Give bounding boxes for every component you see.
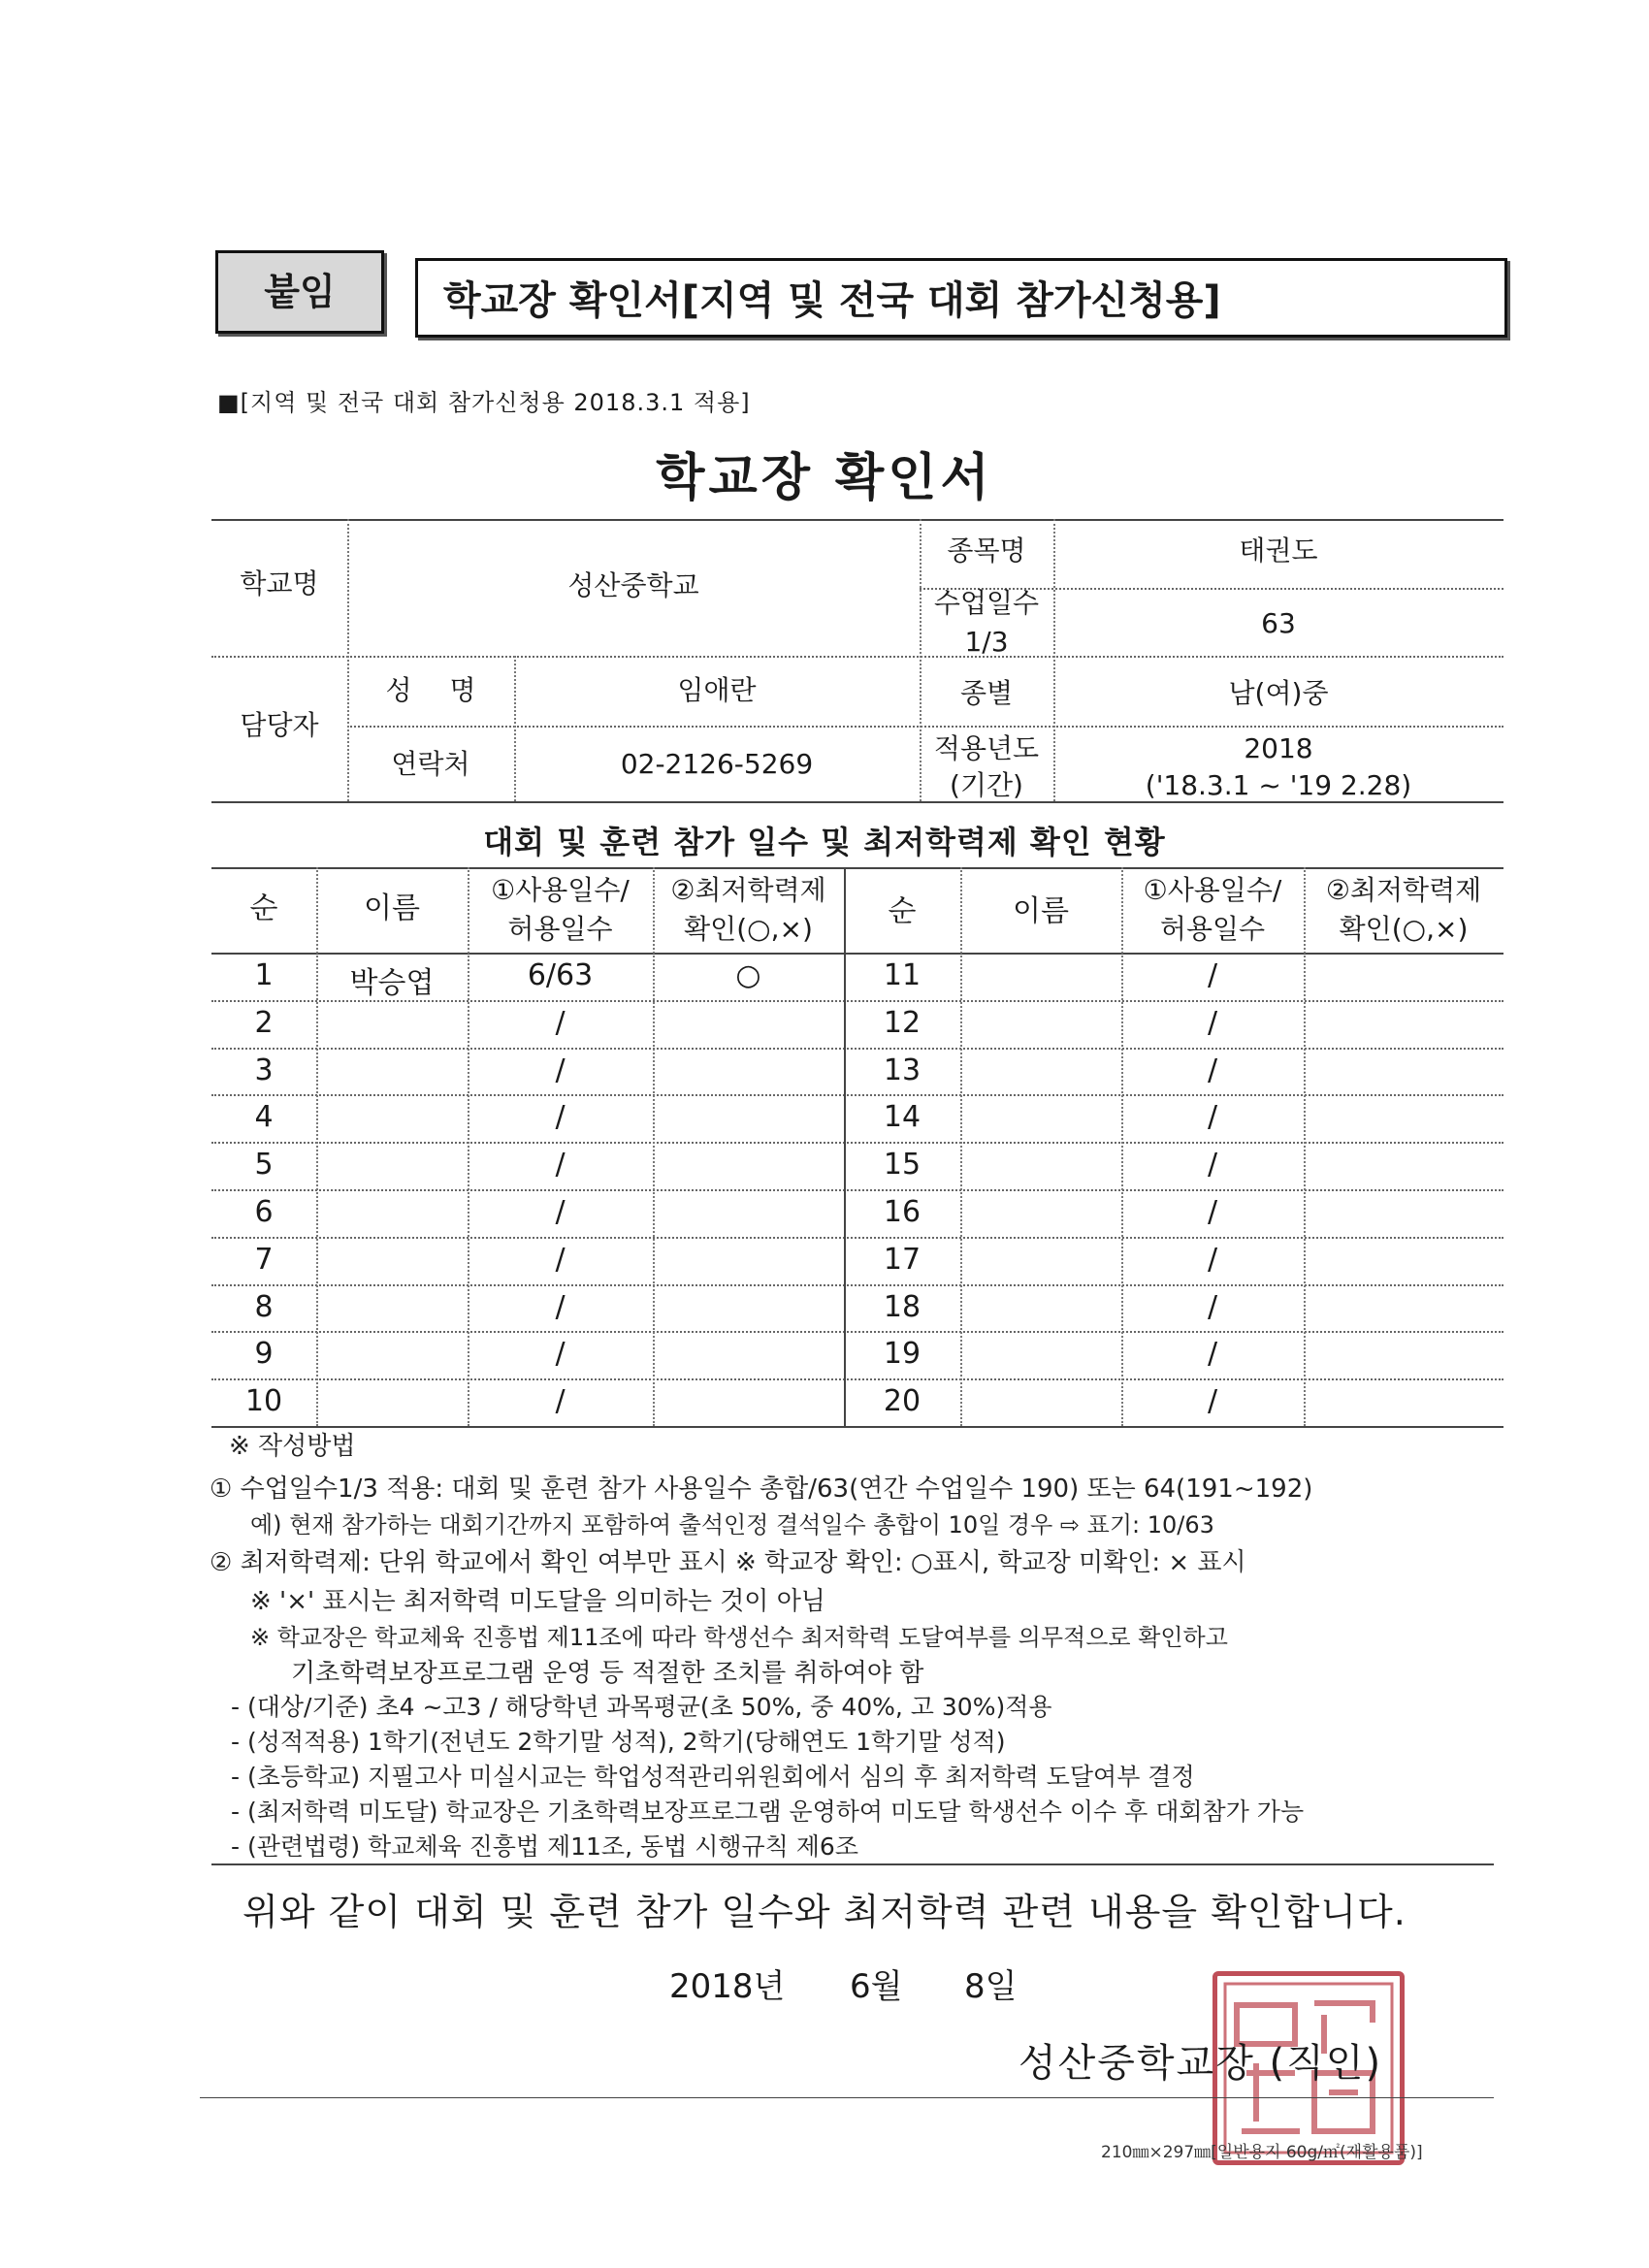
note-line: ② 최저학력제: 단위 학교에서 확인 여부만 표시 ※ 학교장 확인: ○표시, 학교장 미확인: × 표시 [210, 1548, 1246, 1577]
class-days-value: 63 [1261, 607, 1296, 639]
col-header-days: ①사용일수/ [491, 874, 630, 906]
table-border [211, 1426, 1504, 1428]
date-year: 2018년 [669, 1967, 786, 2006]
confirmation-text: 위와 같이 대회 및 훈련 참가 일수와 최저학력 관련 내용을 확인합니다. [242, 1891, 1406, 1933]
note-line: 기초학력보장프로그램 운영 등 적절한 조치를 취하여야 함 [291, 1659, 924, 1688]
table-heading: 대회 및 훈련 참가 일수 및 최저학력제 확인 현황 [483, 824, 1166, 860]
col-header-check-mark: 확인(○,×) [1339, 913, 1469, 945]
table-cell-no: 6 [254, 1195, 274, 1229]
table-divider [960, 867, 962, 1426]
table-divider [211, 656, 1504, 658]
table-cell-days: / [1207, 1195, 1218, 1229]
sport-value: 태권도 [1239, 535, 1318, 567]
date-month: 6월 [850, 1967, 903, 2006]
table-border [211, 953, 1504, 955]
table-border [211, 867, 1504, 869]
table-cell-days: / [555, 1195, 566, 1229]
section-divider [211, 1863, 1494, 1865]
table-cell-days: / [555, 1053, 566, 1087]
row-divider [211, 1048, 1504, 1050]
col-header-days-allowed: 허용일수 [1159, 913, 1266, 945]
table-cell-days: / [555, 1337, 566, 1372]
table-cell-days: / [555, 1148, 566, 1183]
note-line: ※ '×' 표시는 최저학력 미도달을 의미하는 것이 아님 [250, 1587, 825, 1616]
col-header-check-mark: 확인(○,×) [684, 913, 813, 945]
table-cell-days: / [555, 1005, 566, 1040]
table-cell-no: 12 [883, 1005, 922, 1040]
table-cell-days: / [1207, 1053, 1218, 1087]
row-divider [211, 1331, 1504, 1333]
row-divider [211, 1237, 1504, 1239]
table-cell-days: / [1207, 958, 1218, 992]
contact-value: 02-2126-5269 [620, 748, 814, 780]
table-cell-no: 19 [883, 1337, 922, 1372]
note-line: - (초등학교) 지필고사 미실시교는 학업성적관리위원회에서 심의 후 최저학력 도달여부 결정 [231, 1763, 1195, 1791]
table-cell-days: / [555, 1289, 566, 1324]
row-divider [211, 1284, 1504, 1286]
col-header-days-allowed: 허용일수 [507, 913, 613, 945]
table-divider [316, 867, 318, 1426]
year-value: 2018 [1244, 732, 1313, 764]
table-cell-no: 3 [254, 1053, 274, 1087]
table-cell-no: 20 [883, 1384, 922, 1419]
table-cell-check: ○ [735, 958, 761, 992]
table-cell-days: / [1207, 1148, 1218, 1183]
table-cell-no: 18 [883, 1289, 922, 1324]
col-header-name: 이름 [364, 891, 420, 925]
table-cell-no: 11 [883, 958, 922, 992]
table-cell-no: 5 [254, 1148, 274, 1183]
footer-divider [200, 2097, 1494, 2098]
note-line: - (최저학력 미도달) 학교장은 기초학력보장프로그램 운영하여 미도달 학생선수 이수 후 대회참가 가능 [231, 1798, 1305, 1826]
principal-signature: 성산중학교장 (직인) [1018, 2041, 1383, 2086]
col-header-check: ②최저학력제 [670, 874, 826, 906]
subtitle: ■[지역 및 전국 대회 참가신청용 2018.3.1 적용] [217, 389, 751, 416]
school-value: 성산중학교 [567, 569, 699, 601]
table-cell-no: 1 [254, 958, 274, 992]
col-header-days: ①사용일수/ [1143, 874, 1282, 906]
table-divider [347, 726, 1504, 728]
name-label: 성 명 [385, 674, 476, 706]
table-cell-days: / [1207, 1242, 1218, 1277]
class-days-label-fraction: 1/3 [964, 626, 1009, 658]
class-days-label: 수업일수 [933, 587, 1040, 619]
sport-label: 종목명 [947, 535, 1026, 567]
col-header-no: 순 [888, 894, 917, 928]
name-value: 임애란 [677, 674, 757, 706]
manager-label: 담당자 [240, 709, 319, 741]
table-cell-days: / [1207, 1005, 1218, 1040]
note-line: - (성적적용) 1학기(전년도 2학기말 성적), 2학기(당해연도 1학기말 성적) [231, 1728, 1006, 1756]
table-cell-days: / [1207, 1289, 1218, 1324]
note-line: ① 수업일수1/3 적용: 대회 및 훈련 참가 사용일수 총합/63(연간 수업일수 190) 또는 64(191~192) [210, 1474, 1313, 1504]
attachment-label: 붙임 [215, 250, 384, 334]
note-line: ※ 학교장은 학교체육 진흥법 제11조에 따라 학생선수 최저학력 도달여부를 의무적으로 확인하고 [250, 1624, 1228, 1651]
row-divider [211, 1189, 1504, 1191]
table-cell-no: 17 [883, 1242, 922, 1277]
col-header-no: 순 [249, 891, 278, 925]
document-title-box: 학교장 확인서[지역 및 전국 대회 참가신청용] [415, 258, 1507, 338]
table-cell-no: 10 [244, 1384, 283, 1419]
paper-spec-note: 210㎜×297㎜[일반용지 60g/㎡(재활용품)] [1101, 2143, 1423, 2162]
gender-label: 종별 [959, 677, 1014, 709]
table-cell-days: / [555, 1242, 566, 1277]
table-cell-days: / [1207, 1384, 1218, 1419]
notes-heading: ※ 작성방법 [229, 1432, 356, 1461]
gender-value: 남(여)중 [1228, 677, 1329, 709]
table-cell-no: 16 [883, 1195, 922, 1229]
contact-label: 연락처 [391, 748, 470, 780]
note-line: - (대상/기준) 초4 ~고3 / 해당학년 과목평균(초 50%, 중 40%, 고 30%)적용 [231, 1693, 1052, 1721]
table-cell-days: / [1207, 1100, 1218, 1135]
table-divider [653, 867, 655, 1426]
table-cell-days: / [555, 1384, 566, 1419]
table-cell-no: 13 [883, 1053, 922, 1087]
table-cell-days: / [555, 1100, 566, 1135]
school-label: 학교명 [240, 567, 319, 599]
year-period-value: ('18.3.1 ~ '19 2.28) [1145, 769, 1412, 801]
col-header-check: ②최저학력제 [1325, 874, 1482, 906]
note-line: 예) 현재 참가하는 대회기간까지 포함하여 출석인정 결석일수 총합이 10일 경우 ⇨ 표기: 10/63 [250, 1511, 1214, 1539]
table-cell-no: 7 [254, 1242, 274, 1277]
year-label-period: (기간) [950, 769, 1023, 801]
col-header-name: 이름 [1013, 894, 1069, 928]
table-cell-no: 8 [254, 1289, 274, 1324]
table-cell-no: 15 [883, 1148, 922, 1183]
page-title: 학교장 확인서 [656, 449, 993, 507]
year-label: 적용년도 [933, 732, 1040, 764]
table-cell-days: 6/63 [527, 958, 594, 992]
row-divider [211, 1094, 1504, 1096]
table-cell-no: 2 [254, 1005, 274, 1040]
table-cell-no: 9 [254, 1337, 274, 1372]
table-cell-no: 14 [883, 1100, 922, 1135]
date-day: 8일 [964, 1967, 1018, 2006]
note-line: - (관련법령) 학교체육 진흥법 제11조, 동법 시행규칙 제6조 [231, 1832, 858, 1861]
table-cell-days: / [1207, 1337, 1218, 1372]
table-border [211, 519, 1504, 521]
table-divider [1304, 867, 1306, 1426]
row-divider [211, 1378, 1504, 1380]
row-divider [211, 1142, 1504, 1144]
table-cell-no: 4 [254, 1100, 274, 1135]
table-cell-name: 박승엽 [349, 966, 435, 1000]
